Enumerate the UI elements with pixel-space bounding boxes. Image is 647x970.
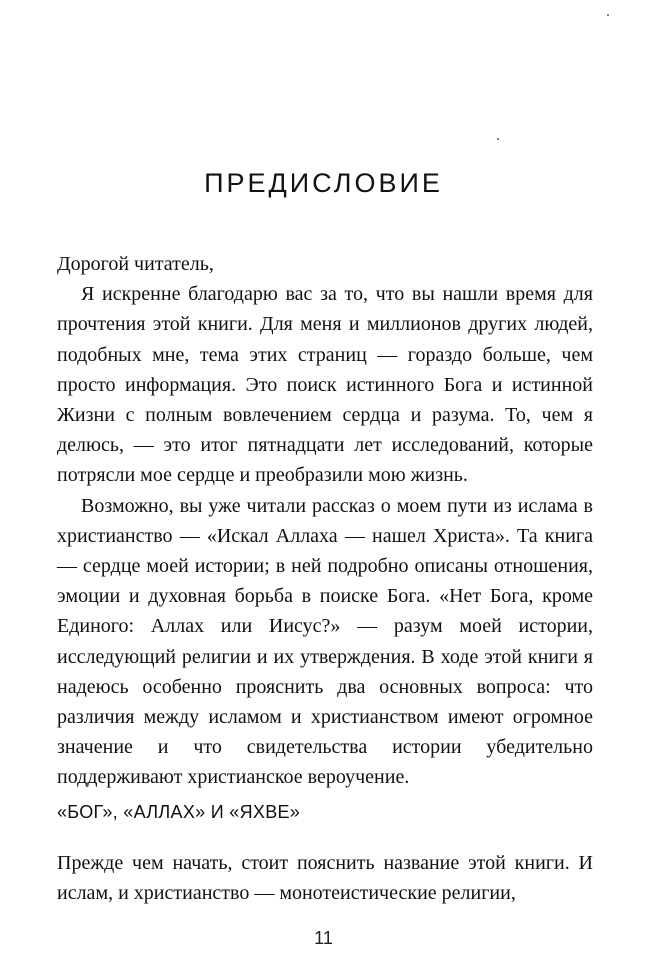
section-paragraph-1: Прежде чем начать, стоит пояснить название этой книги. И ислам, и христианство — монотеистические религии, [57,852,593,905]
chapter-title: ПРЕДИСЛОВИЕ [204,168,443,198]
paragraph-2: Возможно, вы уже читали рассказ о моем пути из ислама в христианство — «Искал Аллаха — нашел Христа». Та книга — сердце моей истории; в ней подробно описаны отношения, эмоции и духовная борьба в поиске Бога. «Нет Бога, кроме Единого: Аллах или Иисус?» — разум моей истории, исследующий религии и их утверждения. В ходе этой книги я надеюсь особенно прояснить два основных вопроса: что различия между исламом и христианством имеют огромное значение и что свидетельства истории убедительно поддерживают христианское вероучение. [57,494,593,789]
preface-text [57,249,593,793]
greeting-line: Дорогой читатель, [57,253,214,275]
section-text [57,848,593,908]
page-number: 11 [314,928,333,948]
scan-speck [497,138,499,140]
paragraph-1: Я искренне благодарю вас за то, что вы нашли время для прочтения этой книги. Для меня и миллионов других людей, подобных мне, тема этих страниц — гораздо больше, чем просто информация. Это поиск истинного Бога и истинной Жизни с полным вовлечением сердца и разума. То, чем я делюсь, — это итог пятнадцати лет исследований, которые потрясли мое сердце и преобразили мою жизнь. [57,283,593,487]
section-heading: «БОГ», «АЛЛАХ» И «ЯХВЕ» [57,802,301,822]
scan-speck [607,14,609,16]
